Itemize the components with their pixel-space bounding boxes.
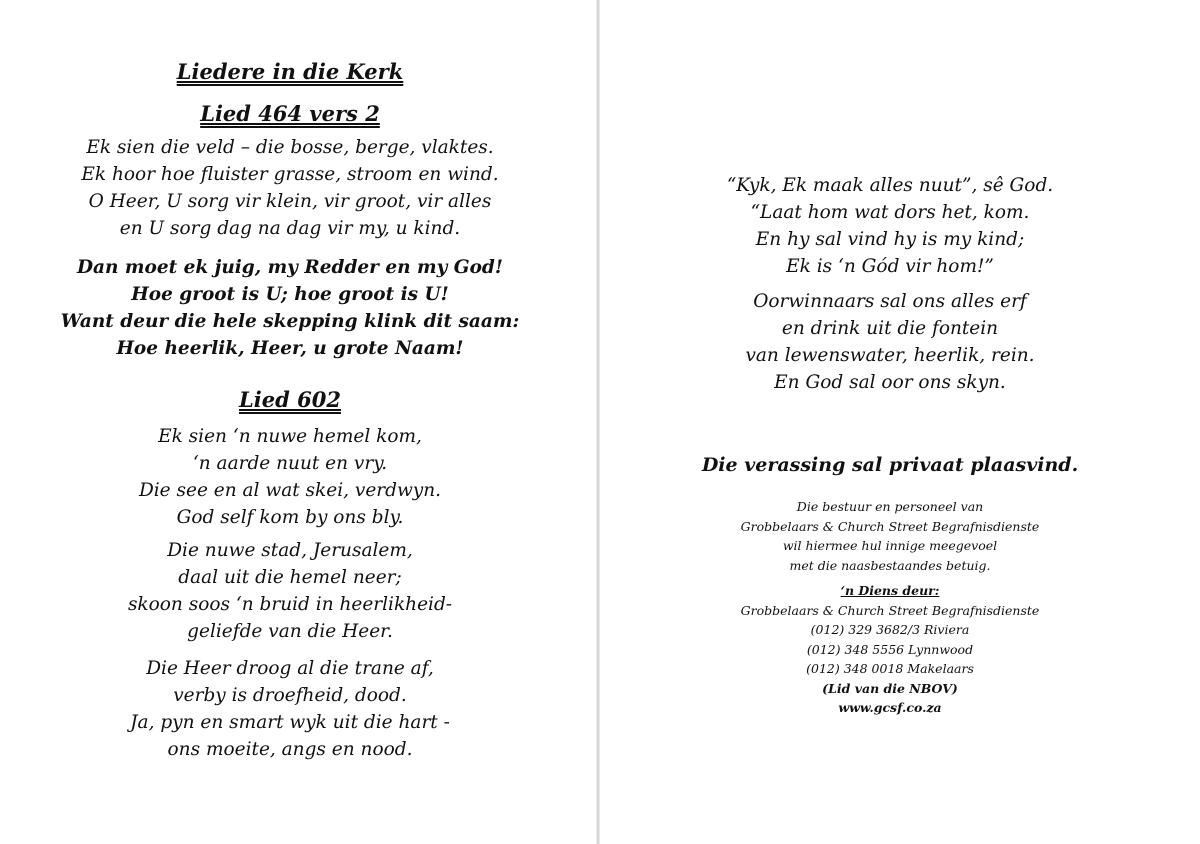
stanza-line: En God sal oor ons skyn. xyxy=(774,372,1006,393)
left-page xyxy=(0,0,598,844)
service-title: ‘n Diens deur: xyxy=(840,583,940,598)
stanza-line: “Kyk, Ek maak alles nuut”, sê God. xyxy=(726,175,1054,196)
stanza-line: “Laat hom wat dors het, kom. xyxy=(750,202,1030,223)
stanza-line: Ja, pyn en smart wyk uit die hart - xyxy=(130,712,450,733)
stanza-line: ‘n aarde nuut en vry. xyxy=(192,453,388,474)
hymn-602-stanza-5 xyxy=(600,288,1180,396)
stanza-line: geliefde van die Heer. xyxy=(187,621,393,642)
service-company: Grobbelaars & Church Street Begrafnisdienste xyxy=(740,602,1040,618)
hymn-602-stanza-2 xyxy=(0,537,580,645)
hymn-title-464: Lied 464 vers 2 xyxy=(200,101,380,126)
condolence-message xyxy=(600,497,1180,575)
hymn-464-chorus xyxy=(0,254,580,362)
chorus-line: Want deur die hele skepping klink dit saam: xyxy=(60,311,520,332)
verse-line: en U sorg dag na dag vir my, u kind. xyxy=(119,218,461,239)
phone-makelaars: (012) 348 0018 Makelaars xyxy=(806,661,974,676)
funeral-service-info xyxy=(600,581,1180,718)
stanza-line: van lewenswater, heerlik, rein. xyxy=(745,345,1035,366)
phone-riviera: (012) 329 3682/3 Riviera xyxy=(810,622,970,637)
chorus-line: Hoe heerlik, Heer, u grote Naam! xyxy=(116,338,464,359)
stanza-line: God self kom by ons bly. xyxy=(176,507,404,528)
hymn-464-verse xyxy=(0,134,580,242)
membership-note: (Lid van die NBOV) xyxy=(822,680,958,696)
chorus-line: Hoe groot is U; hoe groot is U! xyxy=(131,284,449,305)
verse-line: Ek hoor hoe fluister grasse, stroom en wind. xyxy=(81,164,499,185)
verse-line: O Heer, U sorg vir klein, vir groot, vir alles xyxy=(88,191,492,212)
stanza-line: en drink uit die fontein xyxy=(781,318,999,339)
phone-lynnwood: (012) 348 5556 Lynnwood xyxy=(806,641,974,657)
stanza-line: Oorwinnaars sal ons alles erf xyxy=(753,291,1027,312)
stanza-line: Die see en al wat skei, verdwyn. xyxy=(138,480,442,501)
stanza-line: Ek sien ‘n nuwe hemel kom, xyxy=(158,426,422,447)
stanza-line: Ek is ‘n Gód vir hom!” xyxy=(786,256,994,277)
cremation-announcement: Die verassing sal privaat plaasvind. xyxy=(701,454,1079,476)
hymn-602-stanza-4 xyxy=(600,172,1180,280)
condolence-line: Die bestuur en personeel van xyxy=(796,499,984,514)
hymn-602-stanza-1 xyxy=(0,423,580,531)
website-link[interactable]: www.gcsf.co.za xyxy=(838,700,942,715)
hymn-602-stanza-3 xyxy=(0,655,580,763)
stanza-line: daal uit die hemel neer; xyxy=(178,567,402,588)
verse-line: Ek sien die veld – die bosse, berge, vlaktes. xyxy=(86,137,494,158)
condolence-line: Grobbelaars & Church Street Begrafnisdienste xyxy=(740,518,1040,534)
stanza-line: verby is droefheid, dood. xyxy=(173,685,407,706)
stanza-line: ons moeite, angs en nood. xyxy=(167,739,413,760)
condolence-line: met die naasbestaandes betuig. xyxy=(789,557,991,573)
chorus-line: Dan moet ek juig, my Redder en my God! xyxy=(77,257,503,278)
stanza-line: Die nuwe stad, Jerusalem, xyxy=(167,540,413,561)
right-page xyxy=(600,0,1198,844)
condolence-line: wil hiermee hul innige meegevoel xyxy=(782,538,998,553)
hymn-title-602: Lied 602 xyxy=(239,387,341,412)
stanza-line: En hy sal vind hy is my kind; xyxy=(755,229,1025,250)
page-title: Liedere in die Kerk xyxy=(176,59,404,84)
stanza-line: Die Heer droog al die trane af, xyxy=(146,658,434,679)
stanza-line: skoon soos ‘n bruid in heerlikheid- xyxy=(127,594,453,615)
